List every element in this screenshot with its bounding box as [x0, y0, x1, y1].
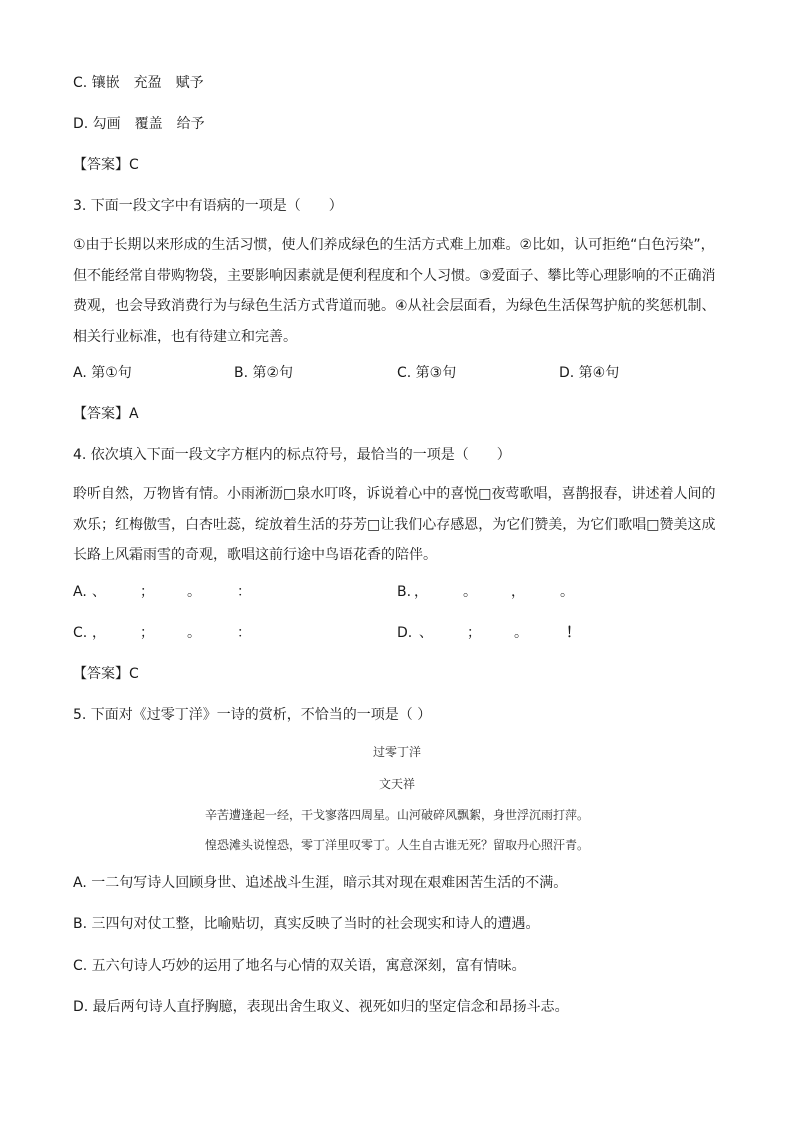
q4-option-b-letter: B. — [397, 584, 412, 600]
q4-option-c-letter: C. — [73, 625, 88, 641]
q2-option-c: C. 镶嵌 充盈 赋予 — [73, 75, 204, 91]
q3-passage-line: ①由于长期以来形成的生活习惯，使人们养成绿色的生活方式难上加难。②比如，认可拒绝“白色污染”， — [73, 237, 715, 253]
q4-option-c-mark: ， — [92, 625, 106, 641]
q4-option-b-mark: ， — [414, 584, 428, 600]
q5-option-d: D. 最后两句诗人直抒胸臆，表现出舍生取义、视死如归的坚定信念和昂扬斗志。 — [73, 999, 569, 1015]
q4-passage-line: 聆听自然，万物皆有情。小雨淅沥□泉水叮咚，诉说着心中的喜悦□夜莺歌唱，喜鹊报春，讲述着人间的 — [73, 486, 716, 502]
q4-passage-line: 欢乐；红梅傲雪，白杏吐蕊，绽放着生活的芬芳□让我们心存感恩，为它们赞美，为它们歌唱□赞美这成 — [73, 516, 716, 533]
q5-option-b: B. 三四句对仗工整，比喻贴切，真实反映了当时的社会现实和诗人的遭遇。 — [73, 916, 540, 932]
poem-line: 惶恐滩头说惶恐，零丁洋里叹零丁。人生自古谁无死？留取丹心照汗青。 — [204, 838, 589, 852]
q4-stem: 4. 依次填入下面一段文字方框内的标点符号，最恰当的一项是（ ） — [73, 447, 511, 463]
q3-stem: 3. 下面一段文字中有语病的一项是（ ） — [73, 198, 343, 214]
q3-option-d: D. 第④句 — [559, 365, 620, 381]
q4-option-d-mark: 、 — [419, 625, 433, 641]
answer-q4: 【答案】C — [73, 666, 139, 682]
q3-option-b: B. 第②句 — [234, 365, 294, 381]
q4-passage-line: 长路上风霜雨雪的奇观，歌唱这前行途中鸟语花香的陪伴。 — [73, 547, 437, 563]
q4-option-a-mark: ： — [237, 584, 251, 600]
q3-passage-line: 相关行业标准，也有待建立和完善。 — [73, 328, 297, 345]
q4-option-d-mark: ； — [467, 625, 481, 641]
q4-option-b-mark: 。 — [560, 584, 574, 600]
answer-q3: 【答案】A — [73, 406, 139, 422]
poem-line: 辛苦遭逢起一经，干戈寥落四周星。山河破碎风飘絮，身世浮沉雨打萍。 — [204, 808, 589, 822]
q3-passage — [73, 230, 723, 352]
q4-option-d-mark: 。 — [514, 625, 528, 641]
q3-option-a: A. 第①句 — [73, 365, 132, 381]
poem-author: 文天祥 — [378, 777, 415, 791]
q4-option-a-mark: 、 — [92, 584, 106, 600]
q4-option-c-mark: ： — [237, 625, 251, 641]
q4-option-b-mark: 。 — [463, 584, 477, 600]
q4-option-a-mark: 。 — [187, 584, 201, 600]
q4-option-a-mark: ； — [140, 584, 154, 600]
q2-option-d: D. 勾画 覆盖 给予 — [73, 116, 205, 132]
q5-option-c: C. 五六句诗人巧妙的运用了地名与心情的双关语，寓意深刻，富有情味。 — [73, 958, 526, 974]
q3-option-c: C. 第③句 — [397, 365, 457, 381]
q4-option-d-mark: ！ — [566, 625, 580, 641]
q4-option-c-mark: ； — [140, 625, 154, 641]
q5-option-a: A. 一二句写诗人回顾身世、追述战斗生涯，暗示其对现在艰难困苦生活的不满。 — [73, 875, 568, 891]
poem-title: 过零丁洋 — [372, 745, 421, 759]
q4-option-b-mark: ， — [511, 584, 525, 600]
q4-option-c-mark: 。 — [187, 625, 201, 641]
q4-option-d-letter: D. — [397, 625, 413, 641]
q4-passage — [73, 479, 723, 571]
q3-passage-line: 费观，也会导致消费行为与绿色生活方式背道而驰。④从社会层面看，为绿色生活保驾护航的奖惩机制、 — [73, 298, 716, 314]
answer-q2: 【答案】C — [73, 157, 139, 173]
q4-option-a-letter: A. — [73, 584, 87, 600]
q5-stem: 5. 下面对《过零丁洋》一诗的赏析，不恰当的一项是（ ） — [73, 707, 432, 723]
q3-passage-line: 但不能经常自带购物袋，主要影响因素就是便利程度和个人习惯。③爱面子、攀比等心理影响的不正确消 — [73, 267, 716, 284]
